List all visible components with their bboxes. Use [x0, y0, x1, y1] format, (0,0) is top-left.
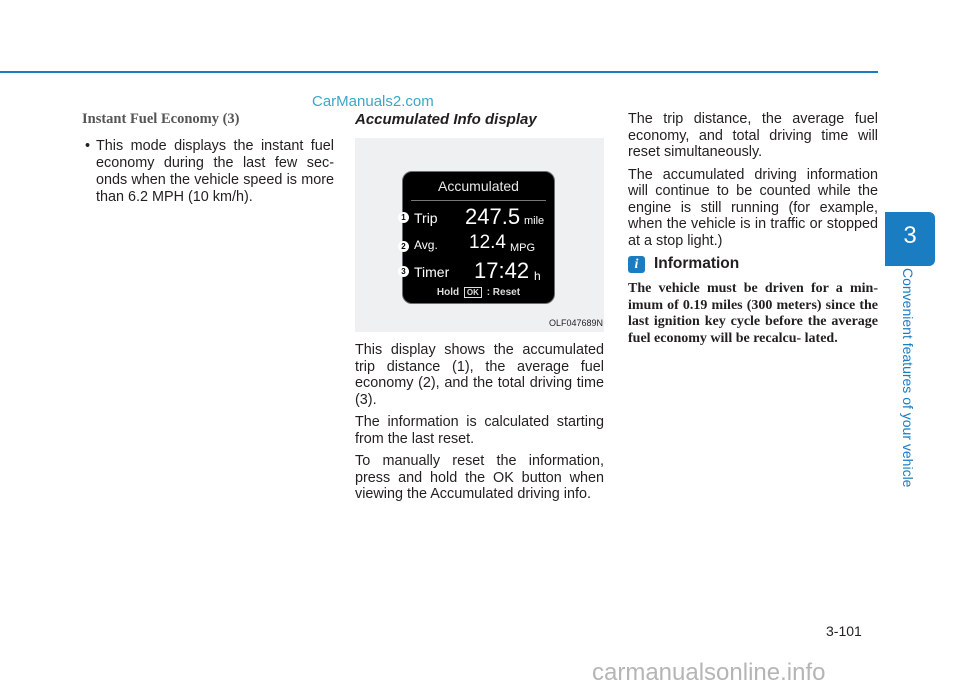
bullet-mark: •: [85, 138, 91, 154]
trip-label: Trip: [414, 210, 438, 226]
footer-watermark[interactable]: carmanualsonline.info: [592, 659, 826, 686]
middle-paragraph-1: This display shows the accumulated trip distance (1), the average fuel economy (2), and the total driving time (3).: [355, 342, 604, 408]
avg-label: Avg.: [414, 238, 438, 252]
avg-value: 12.4: [469, 232, 506, 253]
middle-paragraph-2: The information is calculated starting from the last reset.: [355, 414, 604, 447]
timer-unit: h: [534, 269, 541, 283]
avg-unit: MPG: [510, 242, 536, 254]
middle-column: [355, 111, 604, 509]
instant-fuel-economy-heading: Instant Fuel Economy (3): [82, 111, 240, 127]
screen-divider: [411, 200, 546, 201]
bullet-text: This mode displays the instant fuel economy during the last few sec- onds when the vehicle speed is more than 6.2 MPH (10 km/h).: [96, 138, 334, 205]
watermark-top[interactable]: CarManuals2.com: [312, 93, 434, 110]
information-header: [628, 255, 878, 273]
page-number: 3-101: [826, 623, 862, 639]
accumulated-info-heading: Accumulated Info display: [355, 111, 537, 128]
hold-reset-hint: [403, 287, 554, 298]
info-icon: i: [628, 256, 645, 273]
hold-label: Hold: [436, 287, 460, 298]
right-paragraph-1: The trip distance, the average fuel economy, and total driving time will reset simultaneously.: [628, 111, 878, 160]
information-text: The vehicle must be driven for a min- imum of 0.19 miles (300 meters) since the last ignition key cycle before the average fuel economy will be recalcu- lated.: [628, 281, 878, 346]
bullet-paragraph: [82, 138, 334, 206]
information-title: Information: [654, 255, 740, 272]
chapter-number: 3: [903, 222, 917, 249]
middle-paragraph-3: To manually reset the information, press and hold the OK button when viewing the Accumulated driving info.: [355, 453, 604, 502]
screen-title: Accumulated: [438, 178, 519, 194]
cluster-screen: [402, 171, 555, 304]
left-column: [82, 111, 334, 206]
callout-1: 1: [398, 212, 409, 223]
chapter-title-vertical: [900, 268, 920, 498]
callout-2: 2: [398, 241, 409, 252]
figure-code: OLF047689N: [548, 318, 603, 328]
reset-label: : Reset: [486, 287, 521, 298]
ok-button-glyph: OK: [464, 287, 482, 298]
chapter-title: Convenient features of your vehicle: [900, 268, 916, 488]
right-paragraph-2: The accumulated driving information will continue to be counted while the engine is still running (for example, when the vehicle is in traffic or stopped at a stop light.): [628, 166, 878, 249]
header-rule: [0, 71, 878, 73]
trip-value: 247.5: [465, 204, 521, 229]
timer-value: 17:42: [474, 258, 530, 283]
right-column: [628, 111, 878, 347]
cluster-figure: [355, 138, 604, 332]
timer-label: Timer: [414, 264, 450, 280]
trip-unit: mile: [524, 215, 545, 227]
callout-3: 3: [398, 266, 409, 277]
